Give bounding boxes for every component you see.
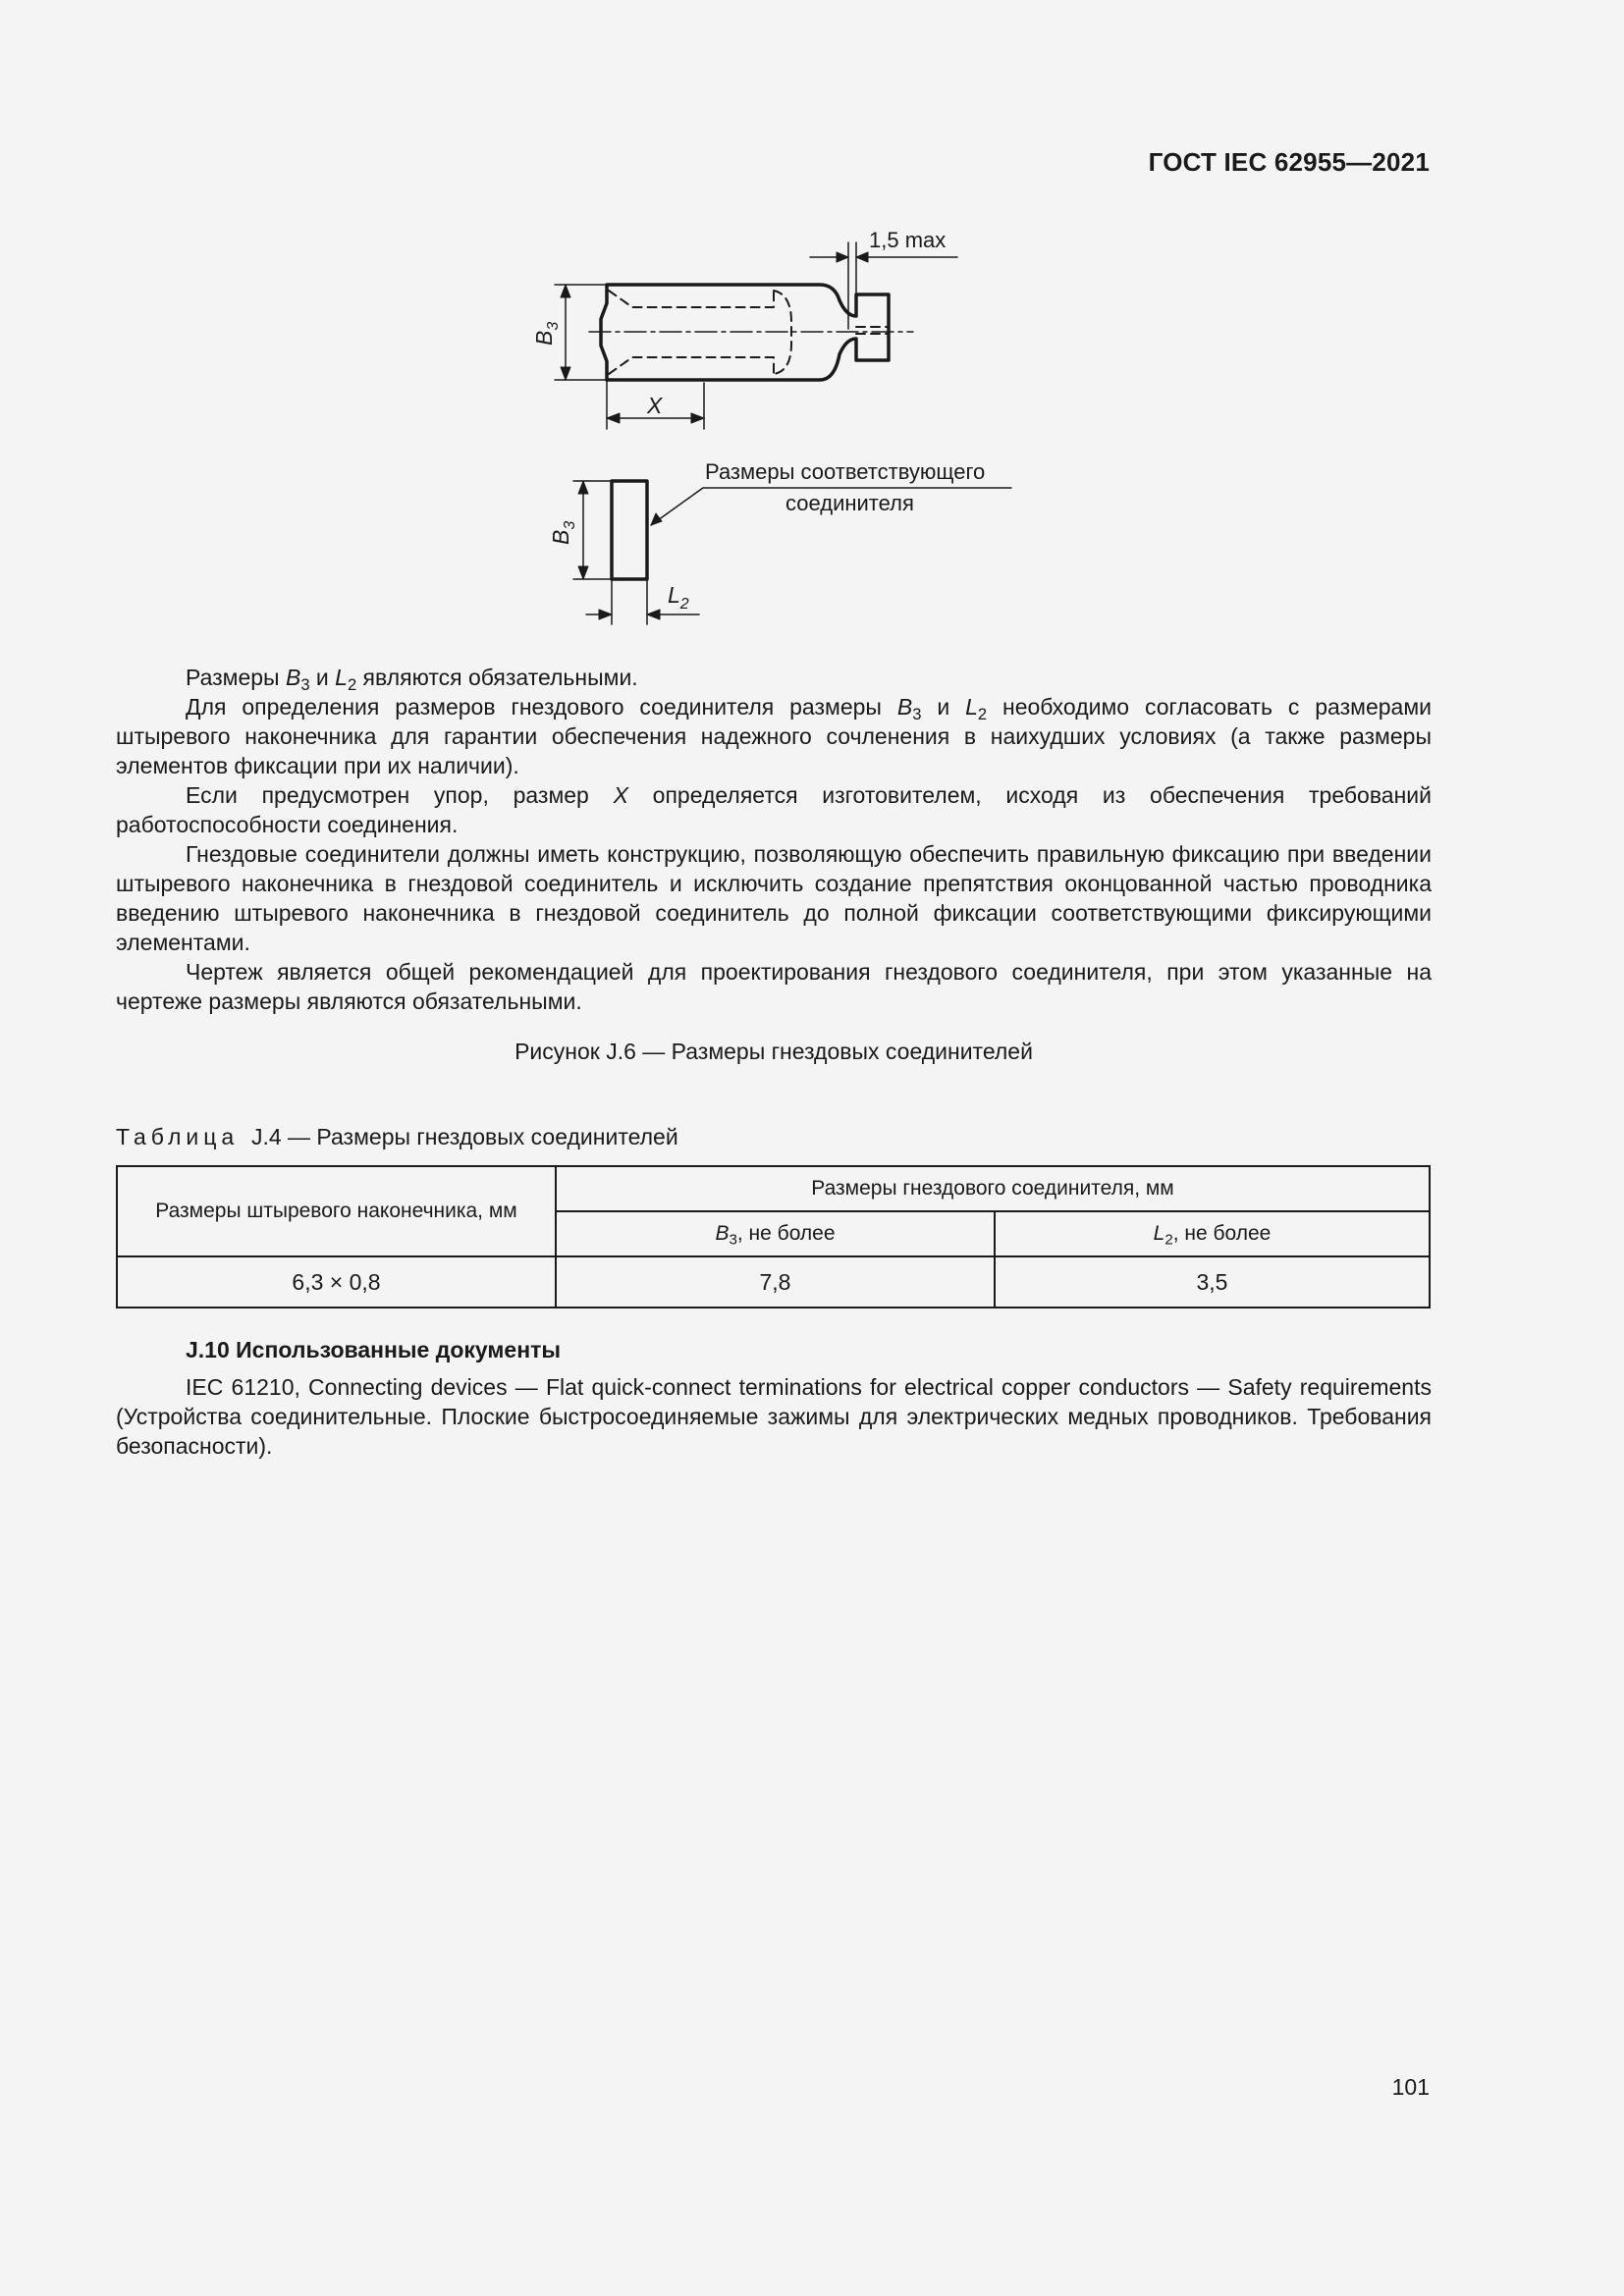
figure-caption: Рисунок J.6 — Размеры гнездовых соединителей <box>514 1039 1033 1064</box>
dimensions-table <box>116 1165 1431 1308</box>
lower-inner-contour <box>609 357 774 374</box>
table-row <box>117 1256 1430 1308</box>
wire-inner <box>856 327 889 334</box>
mating-label-line2: соединителя <box>785 491 914 515</box>
page-number: 101 <box>1391 2074 1430 2100</box>
note-dims-coordination: Для определения размеров гнездового соединителя размеры $B_3$ и $L_2$ необходимо согласовать с размерами штыревого наконечника для гарантии обеспечения надежного сочленения в наихудших условиях (а также размеры элементов фиксации при их наличии). <box>116 694 1432 778</box>
table-title: Таблица J.4 — Размеры гнездовых соединителей <box>116 1124 678 1149</box>
note-mandatory-dims: Размеры $B_3$ и $L_2$ являются обязательными. <box>186 665 638 694</box>
max-dimension-label: 1,5 max <box>869 228 947 252</box>
col-header-b3: $B_3$, не более <box>556 1211 995 1256</box>
upper-inner-contour <box>609 291 774 307</box>
b3-bottom-label: $B_3$ <box>548 520 578 545</box>
cell-b3-value: 7,8 <box>556 1256 995 1308</box>
col-header-l2: $L_2$, не более <box>995 1211 1430 1256</box>
references <box>116 1372 1432 1461</box>
cell-l2-value: 3,5 <box>995 1256 1430 1308</box>
mating-connector-rect <box>612 481 647 579</box>
mating-label-line1: Размеры соответствующего <box>705 459 986 484</box>
col-header-tab-dims: Размеры штыревого наконечника, мм <box>117 1166 556 1256</box>
note-stop-dimension: Если предусмотрен упор, размер X определяется изготовителем, исходя из обеспечения требований работоспособности соединения. <box>116 782 1432 837</box>
figure-notes <box>116 663 1432 1016</box>
b3-top-label: $B_3$ <box>531 321 562 346</box>
note-general-recommendation: Чертеж является общей рекомендацией для проектирования гнездового соединителя, при этом указанные на чертеже размеры являются обязательными. <box>116 959 1432 1014</box>
l2-dimension-label: $L_2$ <box>668 582 689 613</box>
section-heading: J.10 Использованные документы <box>186 1337 561 1362</box>
cell-tab-size: 6,3 × 0,8 <box>117 1256 556 1308</box>
socket-connector-drawing <box>0 0 1624 648</box>
group-header-socket-dims: Размеры гнездового соединителя, мм <box>556 1166 1430 1211</box>
document-id-header: ГОСТ IEC 62955—2021 <box>1148 147 1430 177</box>
x-dimension-label: X <box>647 393 663 418</box>
note-construction: Гнездовые соединители должны иметь конструкцию, позволяющую обеспечить правильную фиксацию при введении штыревого наконечника в гнездовой соединитель и исключить создание препятствия оконцованной частью проводника введению штыревого наконечника в гнездовой соединитель до полной фиксации соответствующими фиксирующими элементами. <box>116 841 1432 955</box>
reference-iec-61210: IEC 61210, Connecting devices — Flat quick-connect terminations for electrical copper conductors — Safety requirements (Устройства соединительные. Плоские быстросоединяемые зажимы для электрических медных проводников. Требования безопасности). <box>116 1374 1432 1459</box>
